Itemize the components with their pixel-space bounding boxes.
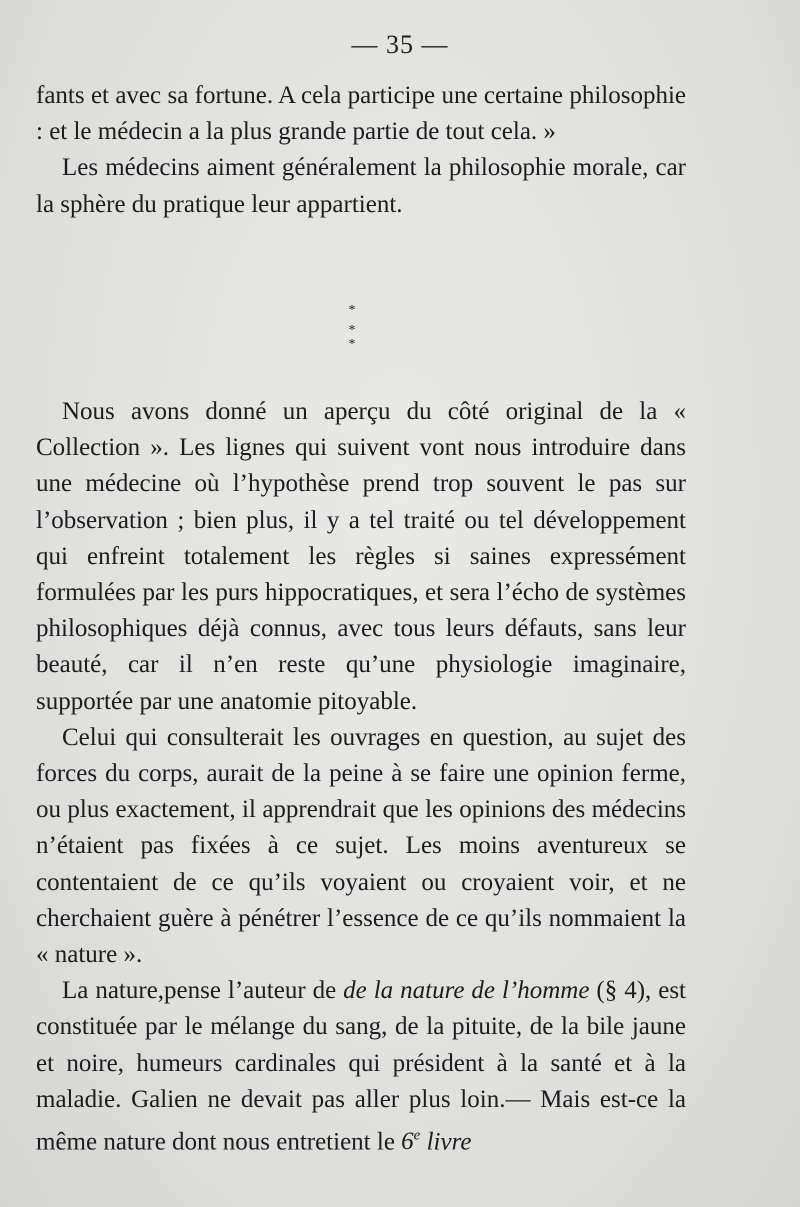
asterism-top: * xyxy=(348,303,356,318)
book-word: livre xyxy=(426,1128,472,1156)
page-number: — 35 — xyxy=(351,30,449,59)
paragraph-forces: Celui qui consulterait les ouvrages en question, au sujet des forces du corps, aurait de la peine à se faire une opinion ferme, ou plus exactement, il apprendrait que les opinions des médecins n’étaient pas fixées à ce sujet. Les moins aventureux se contentaient de ce qu’ils voyaient ou croyaient voir, et ne cherchaient guère à pénétrer l’essence de ce qu’ils nommaient la « nature ». xyxy=(36,723,686,969)
paragraph-nature-part-a: La nature,pense l’auteur de xyxy=(62,977,344,1005)
paragraph-collection: Nous avons donné un aperçu du côté original de la « Collection ». Les lignes qui suivent vont nous introduire dans une médecine où l’hypothèse prend trop souvent le pas sur l’observation ; bien plus, il y a tel traité ou tel développement qui enfreint totalement les règles si saines expressément formulées par les purs hippocratiques, et sera l’écho de systèmes philosophiques déjà connus, avec tous leurs défauts, sans leur beauté, car il n’en reste qu’une physiologie imaginaire, supportée par une anatomie pitoyable. xyxy=(36,398,686,715)
book-ordinal xyxy=(401,1128,420,1155)
book-ordinal-number: 6 xyxy=(401,1128,414,1156)
book-ordinal-suffix: e xyxy=(413,1128,421,1145)
text-block-main xyxy=(36,394,686,1161)
asterism-separator xyxy=(330,304,374,354)
paragraph-nature-part-b: (§ 4), est constituée par le mélange du sang, de la pituite, de la bile jaune et noire, humeurs cardinales qui président à la santé et à la maladie. Galien ne devait pas aller plus loin.— Mais est-ce la même nature dont nous entretient le xyxy=(36,977,686,1156)
asterism-bottom: * * xyxy=(348,323,364,352)
paragraph-continuation: fants et avec sa fortune. A cela participe une certaine philosophie : et le médecin a la plus grande partie de tout cela. » xyxy=(36,82,686,146)
paragraph-nature xyxy=(36,973,686,1160)
text-block-top xyxy=(36,78,686,223)
treatise-title: de la nature de l’homme xyxy=(343,977,590,1005)
paragraph-philosophy: Les médecins aiment généralement la philosophie morale, car la sphère du pratique leur appartient. xyxy=(36,154,686,218)
